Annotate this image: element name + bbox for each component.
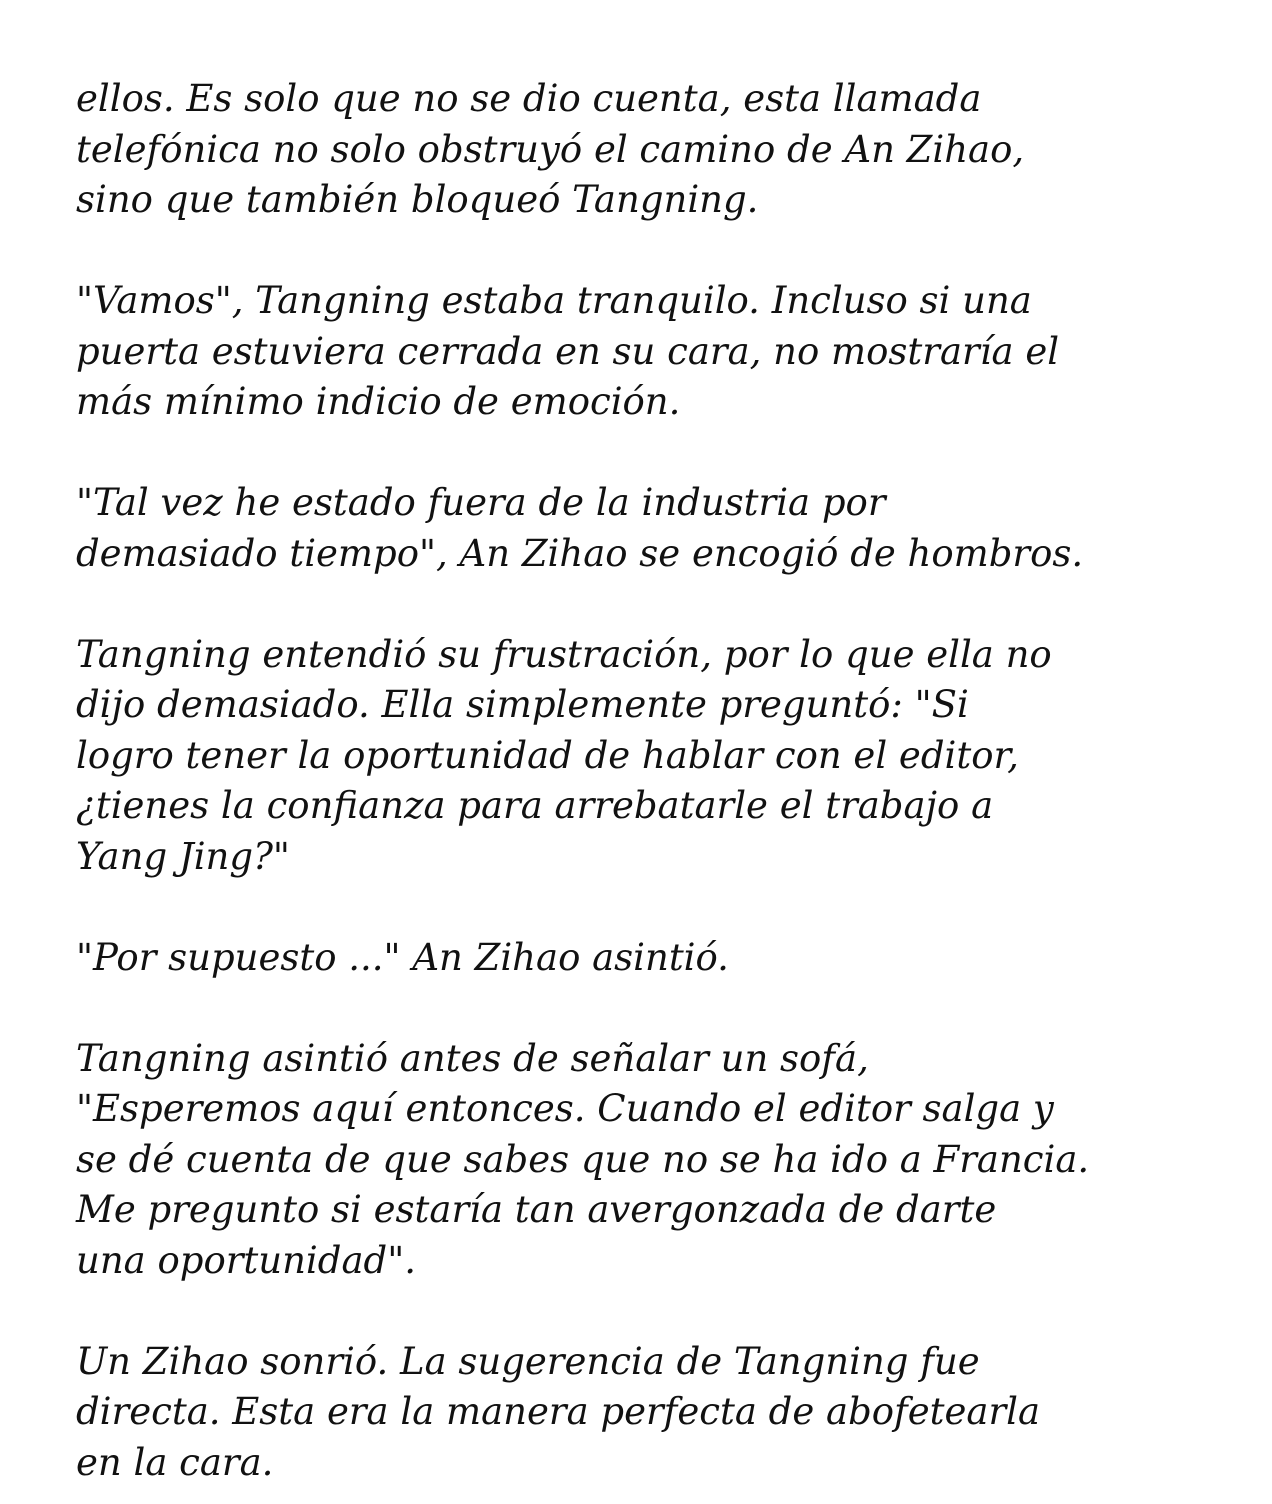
text-line: demasiado tiempo", An Zihao se encogió de hombros. [76,531,1084,575]
text-line: sino que también bloqueó Tangning. [76,178,759,221]
text-line: Yang Jing?" [76,834,290,878]
text-line: ¿tienes la confianza para arrebatarle el trabajo a [76,784,994,827]
text-line: se dé cuenta de que sabes que no se ha ido a Francia. [76,1137,1090,1181]
text-line: Tangning entendió su frustración, por lo que ella no [76,632,1052,676]
text-line: logro tener la oportunidad de hablar con el editor, [76,733,1019,777]
text-line: telefónica no solo obstruyó el camino de An Zihao, [76,127,1025,171]
text-line: "Tal vez he estado fuera de la industria por [76,481,886,524]
text-line: más mínimo indicio de emoción. [76,380,681,423]
paragraph-4 [76,630,1236,883]
text-line: directa. Esta era la manera perfecta de abofetearla [76,1390,1041,1433]
text-line: puerta estuviera cerrada en su cara, no mostraría el [76,329,1060,373]
paragraph-2 [76,276,1236,428]
paragraph-1 [76,74,1236,226]
text-line: en la cara. [76,1440,274,1484]
text-line: ellos. Es solo que no se dio cuenta, esta llamada [76,77,982,120]
text-line: "Por supuesto ..." An Zihao asintió. [76,935,729,979]
paragraph-6 [76,1034,1236,1287]
text-line: una oportunidad". [76,1238,416,1282]
text-line: dijo demasiado. Ella simplemente preguntó: "Si [76,683,969,726]
text-line: "Esperemos aquí entonces. Cuando el editor salga y [76,1087,1054,1130]
paragraph-3 [76,478,1236,579]
paragraph-7 [76,1337,1236,1489]
document-page [76,74,1236,1488]
text-line: Tangning asintió antes de señalar un sofá, [76,1036,869,1080]
text-line: "Vamos", Tangning estaba tranquilo. Incluso si una [76,279,1032,322]
paragraph-5 [76,933,1236,984]
text-line: Me pregunto si estaría tan avergonzada de darte [76,1188,997,1231]
text-line: Un Zihao sonrió. La sugerencia de Tangning fue [76,1339,980,1383]
